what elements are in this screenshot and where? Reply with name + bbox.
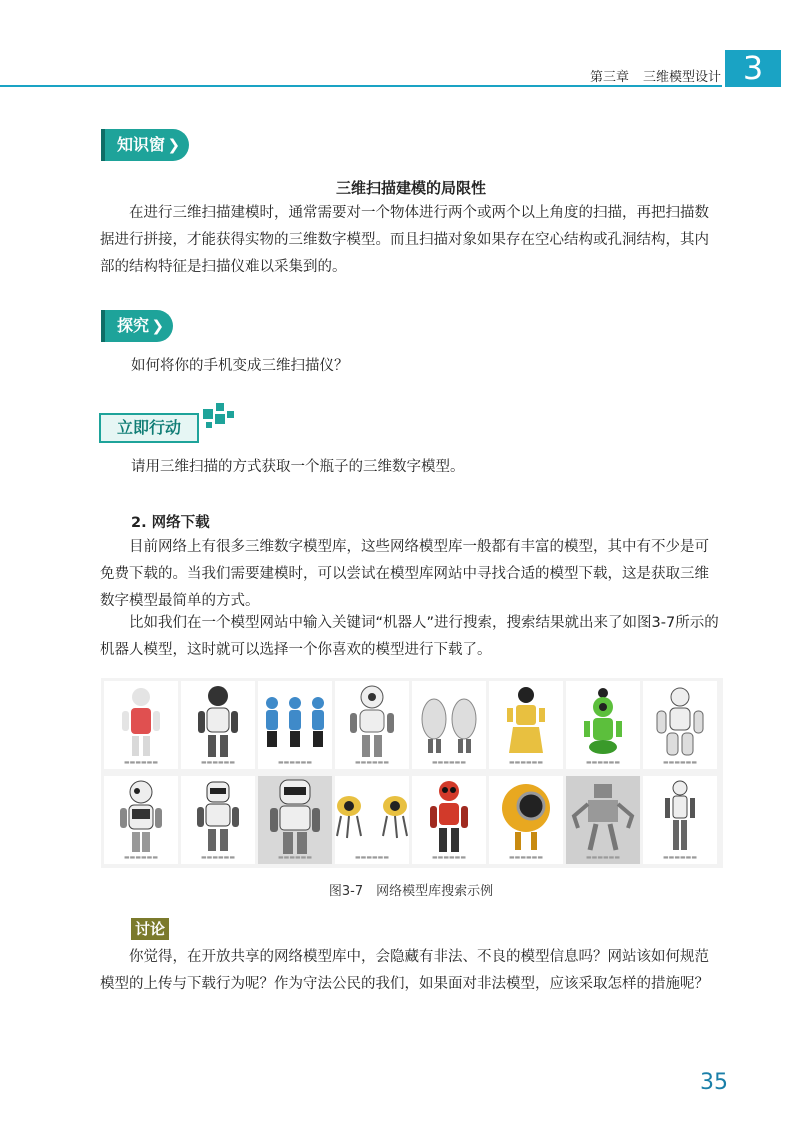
thumbnail-caption-icon: ▬▬▬▬▬▬: [508, 759, 543, 766]
thumbnail-caption-icon: ▬▬▬▬▬▬: [123, 854, 158, 861]
decor-square: [206, 422, 212, 428]
chevron-right-icon: ❯: [167, 136, 181, 154]
robot-model-thumbnail[interactable]: [335, 776, 409, 864]
thumbnail-caption-icon: ▬▬▬▬▬▬: [200, 854, 235, 861]
header-rule: [0, 85, 722, 87]
robot-model-grid: [101, 678, 723, 868]
discussion-body: 你觉得，在开放共享的网络模型库中，会隐藏有非法、不良的模型信息吗？网站该如何规范模型的上传与下载行为呢？作为守法公民的我们，如果面对非法模型，应该采取怎样的措施呢？: [100, 949, 709, 992]
section-paragraph: 比如我们在一个模型网站中输入关键词“机器人”进行搜索，搜索结果就出来了如图3-7所示的机器人模型，这时就可以选择一个你喜欢的模型进行下载了。: [100, 615, 719, 658]
thumbnail-caption-icon: ▬▬▬▬▬▬: [431, 759, 466, 766]
explore-badge-label: 探究: [117, 316, 150, 335]
decor-square: [215, 414, 225, 424]
robot-model-thumbnail[interactable]: [566, 681, 640, 769]
thumbnail-caption-icon: ▬▬▬▬▬▬: [585, 759, 620, 766]
chapter-label: [590, 66, 721, 85]
chapter-tab: 3: [725, 50, 781, 87]
robot-model-thumbnail[interactable]: [104, 776, 178, 864]
thumbnail-caption-icon: ▬▬▬▬▬▬: [277, 759, 312, 766]
chapter-number-label: 第三章: [590, 70, 630, 85]
section-paragraph: 目前网络上有很多三维数字模型库，这些网络模型库一般都有丰富的模型，其中有不少是可免费下载的。当我们需要建模时，可以尝试在模型库网站中寻找合适的模型下载，这是获取三维数字模型最简单的方式。: [100, 539, 709, 609]
action-badge: 立即行动: [99, 413, 199, 443]
thumbnail-caption-icon: ▬▬▬▬▬▬: [277, 854, 312, 861]
knowledge-body: 在进行三维扫描建模时，通常需要对一个物体进行两个或两个以上角度的扫描，再把扫描数据进行拼接，才能获得实物的三维数字模型。而且扫描对象如果存在空心结构或孔洞结构，其内部的结构特征是扫描仪难以采集到的。: [100, 205, 709, 275]
robot-model-thumbnail[interactable]: [566, 776, 640, 864]
robot-model-thumbnail[interactable]: [643, 776, 717, 864]
figure-caption: 图3-7 网络模型库搜索示例: [328, 884, 494, 899]
robot-model-thumbnail[interactable]: [489, 776, 563, 864]
chevron-right-icon: ❯: [151, 317, 165, 335]
robot-model-thumbnail[interactable]: [489, 681, 563, 769]
thumbnail-caption-icon: ▬▬▬▬▬▬: [662, 759, 697, 766]
robot-model-thumbnail[interactable]: [258, 776, 332, 864]
thumbnail-caption-icon: ▬▬▬▬▬▬: [431, 854, 466, 861]
knowledge-title: 三维扫描建模的局限性: [335, 179, 486, 197]
robot-model-thumbnail[interactable]: [412, 776, 486, 864]
discussion-badge: 讨论: [131, 918, 169, 940]
thumbnail-caption-icon: ▬▬▬▬▬▬: [200, 759, 235, 766]
explore-question: 如何将你的手机变成三维扫描仪？: [131, 358, 349, 374]
knowledge-badge: [101, 129, 189, 161]
explore-badge: [101, 310, 173, 342]
robot-model-thumbnail[interactable]: [181, 776, 255, 864]
thumbnail-caption-icon: ▬▬▬▬▬▬: [354, 759, 389, 766]
thumbnail-caption-icon: ▬▬▬▬▬▬: [354, 854, 389, 861]
robot-model-thumbnail[interactable]: [412, 681, 486, 769]
chapter-title: 三维模型设计: [643, 70, 722, 85]
robot-model-thumbnail[interactable]: [258, 681, 332, 769]
action-body: 请用三维扫描的方式获取一个瓶子的三维数字模型。: [131, 459, 465, 475]
decor-square: [203, 409, 213, 419]
robot-model-thumbnail[interactable]: [335, 681, 409, 769]
page-number: 35: [700, 1070, 728, 1095]
robot-model-thumbnail[interactable]: [181, 681, 255, 769]
thumbnail-caption-icon: ▬▬▬▬▬▬: [123, 759, 158, 766]
thumbnail-caption-icon: ▬▬▬▬▬▬: [662, 854, 697, 861]
robot-model-thumbnail[interactable]: [643, 681, 717, 769]
thumbnail-caption-icon: ▬▬▬▬▬▬: [585, 854, 620, 861]
knowledge-badge-label: 知识窗: [117, 135, 166, 154]
decor-square: [216, 403, 224, 411]
decor-square: [227, 411, 234, 418]
robot-model-thumbnail[interactable]: [104, 681, 178, 769]
thumbnail-caption-icon: ▬▬▬▬▬▬: [508, 854, 543, 861]
section-heading: 2. 网络下载: [131, 515, 210, 531]
